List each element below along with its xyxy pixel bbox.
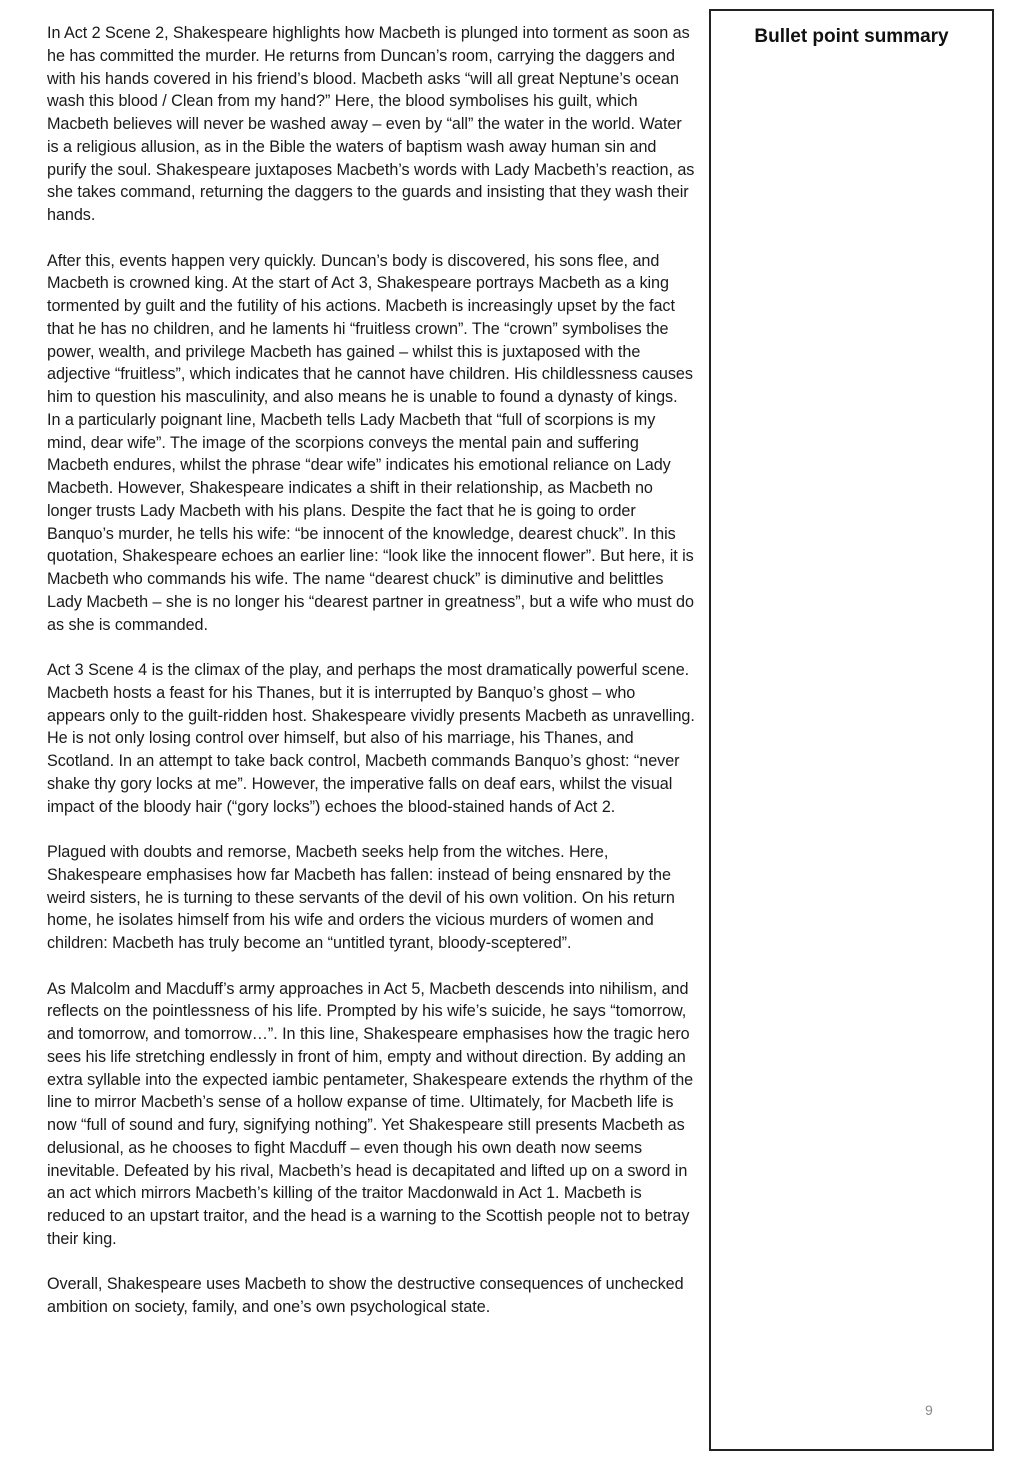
page-number: 9: [925, 1402, 933, 1418]
essay-paragraph-act2-scene2: In Act 2 Scene 2, Shakespeare highlights how Macbeth is plunged into torment as soon as he has committed the murder. He returns from Duncan’s room, carrying the daggers and with his hands covered in his friend’s blood. Macbeth asks “will all great Neptune’s ocean wash this blood / Clean from my hand?” Here, the blood symbolises his guilt, which Macbeth believes will never be washed away – even by “all” the water in the world. Water is a religious allusion, as in the Bible the waters of baptism wash away human sin and purify the soul. Shakespeare juxtaposes Macbeth’s words with Lady Macbeth’s reaction, as she takes command, returning the daggers to the guards and insisting that they wash their hands.: [47, 24, 695, 224]
bullet-summary-box: [709, 9, 994, 1451]
essay-body: [47, 22, 695, 1342]
essay-paragraph-witches: Plagued with doubts and remorse, Macbeth seeks help from the witches. Here, Shakespeare emphasises how far Macbeth has fallen: instead of being ensnared by the weird sisters, he is turning to these servants of the devil of his own volition. On his return home, he isolates himself from his wife and orders the vicious murders of women and children: Macbeth has truly become an “untitled tyrant, bloody-sceptered”.: [47, 843, 675, 952]
essay-paragraph-act3-scene4: Act 3 Scene 4 is the climax of the play, and perhaps the most dramatically powerful scene. Macbeth hosts a feast for his Thanes, but it is interrupted by Banquo’s ghost – who appears only to the guilt-ridden host. Shakespeare vividly presents Macbeth as unravelling. He is not only losing control over himself, but also of his marriage, his Thanes, and Scotland. In an attempt to take back control, Macbeth commands Banquo’s ghost: “never shake thy gory locks at me”. However, the imperative falls on deaf ears, whilst the visual impact of the bloody hair (“gory locks”) echoes the blood-stained hands of Act 2.: [47, 661, 695, 816]
bullet-summary-title: Bullet point summary: [754, 26, 949, 47]
essay-paragraph-act3-start: After this, events happen very quickly. Duncan’s body is discovered, his sons flee, and Macbeth is crowned king. At the start of Act 3, Shakespeare portrays Macbeth as a king tormented by guilt and the futility of his actions. Macbeth is increasingly upset by the fact that he has no children, and he laments hi “fruitless crown”. The “crown” symbolises the power, wealth, and privilege Macbeth has gained – whilst this is juxtaposed with the adjective “fruitless”, which indicates that he cannot have children. His childlessness causes him to question his masculinity, and also means he is unable to found a dynasty of kings. In a particularly poignant line, Macbeth tells Lady Macbeth that “full of scorpions is my mind, dear wife”. The image of the scorpions conveys the mental pain and suffering Macbeth endures, whilst the phrase “dear wife” indicates his emotional reliance on Lady Macbeth. However, Shakespeare indicates a shift in their relationship, as Macbeth no longer trusts Lady Macbeth with his plans. Despite the fact that he is going to order Banquo’s murder, he tells his wife: “be innocent of the knowledge, dearest chuck”. In this quotation, Shakespeare echoes an earlier line: “look like the innocent flower”. But here, it is Macbeth who commands his wife. The name “dearest chuck” is diminutive and belittles Lady Macbeth – she is no longer his “dearest partner in greatness”, but a wife who must do as she is commanded.: [47, 251, 694, 634]
essay-paragraph-conclusion: Overall, Shakespeare uses Macbeth to show the destructive consequences of unchecked ambition on society, family, and one’s own psychological state.: [47, 1275, 684, 1316]
essay-paragraph-act5: As Malcolm and Macduff’s army approaches in Act 5, Macbeth descends into nihilism, and reflects on the pointlessness of his life. Prompted by his wife’s suicide, he says “tomorrow, and tomorrow, and tomorrow…”. In this line, Shakespeare emphasises how the tragic hero sees his life stretching endlessly in front of him, empty and without direction. By adding an extra syllable into the expected iambic pentameter, Shakespeare extends the rhythm of the line to mirror Macbeth’s sense of a hollow expanse of time. Ultimately, for Macbeth life is now “full of sound and fury, signifying nothing”. Yet Shakespeare still presents Macbeth as delusional, as he chooses to fight Macduff – even though his own death now seems inevitable. Defeated by his rival, Macbeth’s head is decapitated and lifted up on a sword in an act which mirrors Macbeth’s killing of the traitor Macdonwald in Act 1. Macbeth is reduced to an upstart traitor, and the head is a warning to the Scottish people not to betray their king.: [47, 979, 694, 1248]
